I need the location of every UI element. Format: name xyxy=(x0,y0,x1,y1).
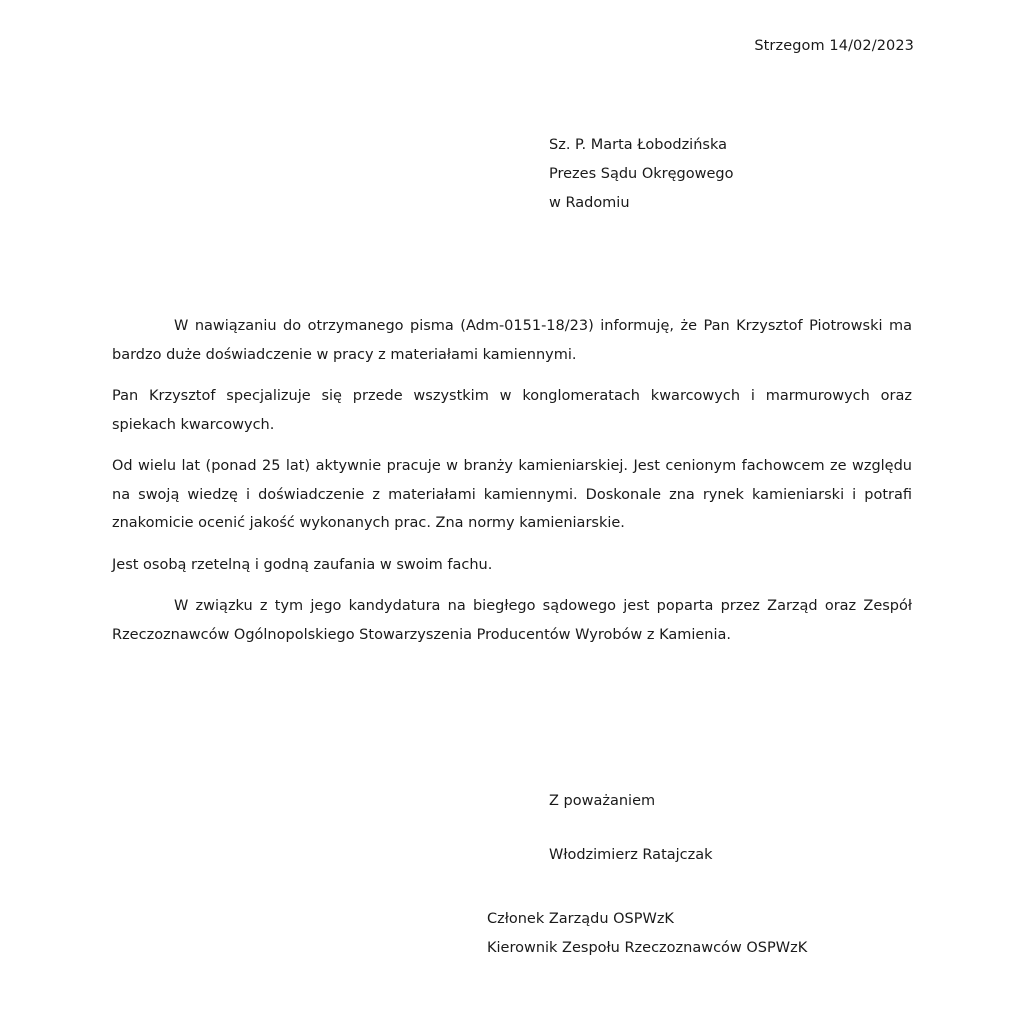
addressee-block xyxy=(549,131,733,218)
paragraph-reliability: Jest osobą rzetelną i godną zaufania w swoim fachu. xyxy=(112,556,493,573)
closing-greeting: Z poważaniem xyxy=(549,793,656,809)
addressee-name: Sz. P. Marta Łobodzińska xyxy=(549,137,727,153)
paragraph-experience: Od wielu lat (ponad 25 lat) aktywnie pracuje w branży kamieniarskiej. Jest cenionym fachowcem ze względu na swoją wiedzę i doświadczenie z materiałami kamiennymi. Doskonale zna rynek kamieniarski i potrafi znakomicie ocenić jakość wykonanych prac. Zna normy kamieniarskie. xyxy=(112,458,912,531)
addressee-title: Prezes Sądu Okręgowego xyxy=(549,166,734,182)
paragraph-endorsement: W związku z tym jego kandydatura na biegłego sądowego jest poparta przez Zarząd oraz Zespół Rzeczoznawców Ogólnopolskiego Stowarzyszenia Producentów Wyrobów z Kamienia. xyxy=(112,598,912,643)
letter-date: Strzegom 14/02/2023 xyxy=(754,38,914,54)
signer-role-experts: Kierownik Zespołu Rzeczoznawców OSPWzK xyxy=(487,940,808,956)
signer-role-board: Członek Zarządu OSPWzK xyxy=(487,911,674,927)
paragraph-specialization: Pan Krzysztof specjalizuje się przede wszystkim w konglomeratach kwarcowych i marmurowych oraz spiekach kwarcowych. xyxy=(112,388,912,433)
letter-body xyxy=(112,312,912,662)
closing-block xyxy=(549,787,713,870)
paragraph-reference: W nawiązaniu do otrzymanego pisma (Adm-0151-18/23) informuję, że Pan Krzysztof Piotrowski ma bardzo duże doświadczenie w pracy z materiałami kamiennymi. xyxy=(112,318,912,363)
signer-name: Włodzimierz Ratajczak xyxy=(549,847,713,863)
signer-roles xyxy=(487,905,807,963)
addressee-location: w Radomiu xyxy=(549,195,630,211)
